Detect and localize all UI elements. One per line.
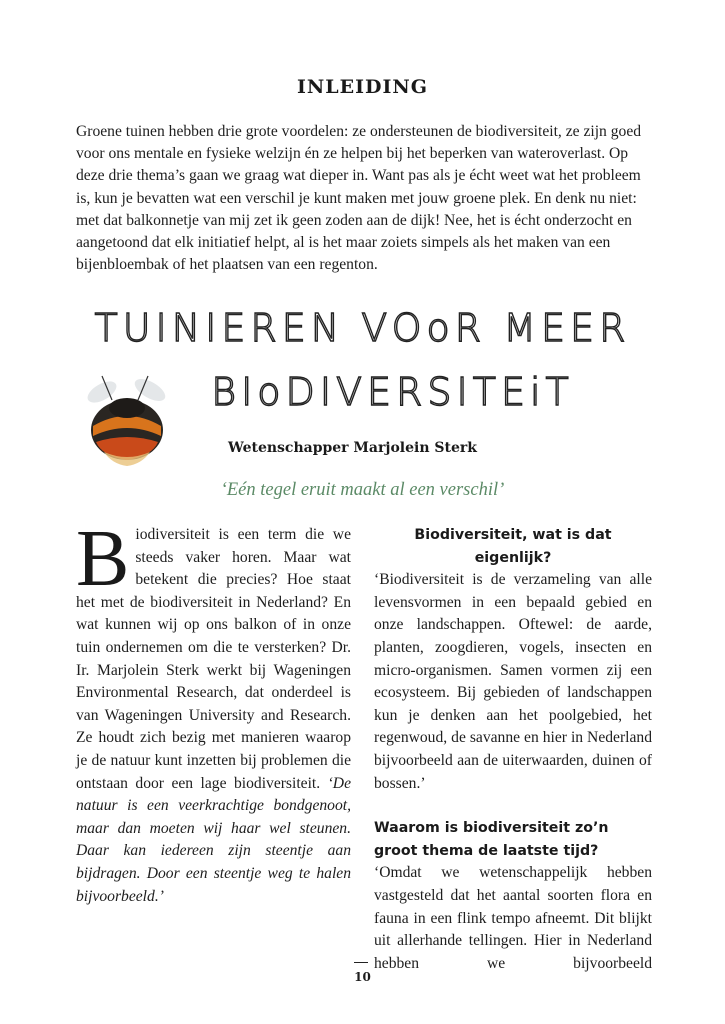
left-column-paragraph: [76, 515, 351, 908]
question-2: Waarom is biodiversiteit zo’n groot thema de laatste tijd?: [374, 820, 609, 859]
page-number: 10: [354, 970, 371, 984]
dropcap: B: [76, 515, 130, 603]
right-column: [374, 524, 652, 975]
page-number-rule: [354, 962, 368, 963]
section-title-line-1: TUINIEREN VOoR MEER: [94, 306, 631, 350]
page-heading: INLEIDING: [297, 76, 428, 98]
pull-quote: ‘Eén tegel eruit maakt al een verschil’: [220, 480, 505, 500]
left-column: [76, 515, 351, 908]
author-byline: Wetenschapper Marjolein Sterk: [228, 440, 477, 456]
intro-paragraph: Groene tuinen hebben drie grote voordelen: ze ondersteunen de biodiversiteit, ze zijn goed voor ons mentale en fysieke welzijn én ze helpen bij het beperken van wateroverlast. Op deze drie thema’s gaan we graag wat dieper in. Want pas als je écht weet wat het probleem is, kun je bevatten wat een verschil je kunt maken met jouw groene plek. En denk nu niet: met dat balkonnetje van mij zet ik geen zoden aan de dijk! Nee, het is écht onderzocht en aangetoond dat elk initiatief helpt, al is het maar zoiets simpels als het maken van een bijenbloembak of het plaatsen van een regenton.: [76, 123, 642, 274]
answer-2: ‘Omdat we wetenschappelijk hebben vastgesteld dat het aantal soorten flora en fauna in een flink tempo afneemt. Dit blijkt uit allerhande tellingen. Hier in Nederland hebben we bijvoorbeeld: [374, 864, 652, 972]
left-column-body: iodiversiteit is een term die we steeds vaker horen. Maar wat betekent die precies? Hoe staat het met de biodiversiteit in Nederland? En wat kunnen wij op ons balkon of in onze tuin ondernemen om die te versterken? Dr. Ir. Marjolein Sterk werkt bij Wageningen Environmental Research, dat onderdeel is van Wageningen University and Research. Ze houdt zich bezig met manieren waarop je de natuur kunt inzetten bij problemen die ontstaan door een lage biodiversiteit.: [76, 526, 351, 792]
section-title-line-2: BIoDIVERSITEiT: [211, 370, 574, 414]
left-column-quote: ‘De natuur is een veerkrachtige bondgenoot, maar dan moeten wij haar wel steunen. Daar kan iedereen zijn steentje aan bijdragen. Door een steentje weg te halen bijvoorbeeld.’: [76, 774, 351, 905]
answer-1: ‘Biodiversiteit is de verzameling van alle levensvormen in een bepaald gebied en onze landschappen. Oftewel: de aarde, planten, zoogdieren, vogels, insecten en micro-organismen. Samen vormen zij een ecosysteem. Bij gebieden of landschappen kun je denken aan het poolgebied, het regenwoud, de savanne en hier in Nederland bijvoorbeeld aan de uiterwaarden, duinen of bossen.’: [374, 571, 652, 792]
bumblebee-illustration: [72, 370, 182, 470]
question-1: Biodiversiteit, wat is dat eigenlijk?: [414, 527, 612, 566]
